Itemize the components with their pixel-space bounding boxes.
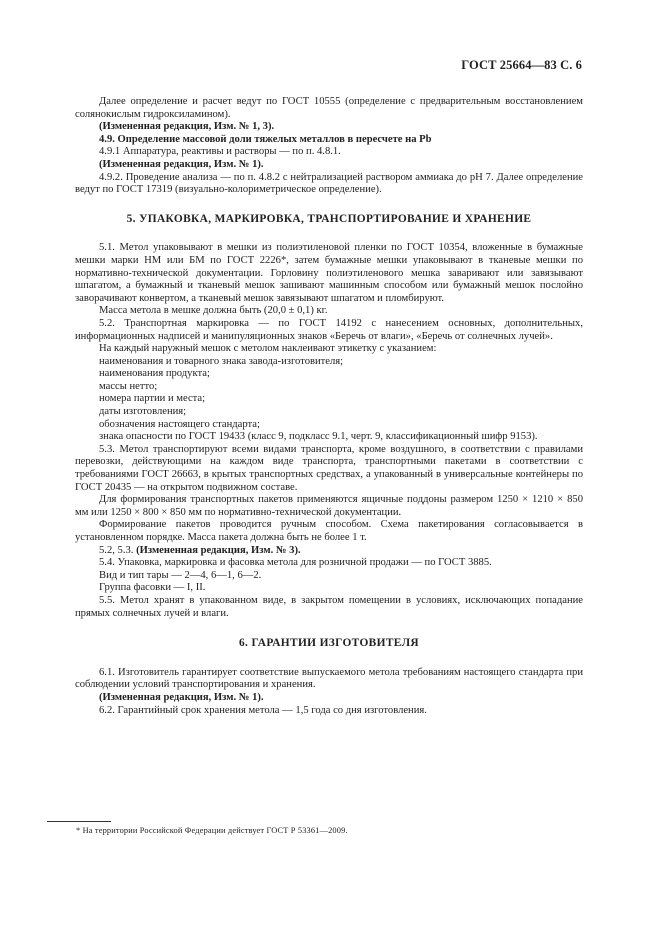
label-item: массы нетто; <box>99 380 158 392</box>
edit-note-5-2-5-3 <box>75 545 583 558</box>
label-item: номера партии и места; <box>99 393 206 405</box>
paragraph-4-9-1: 4.9.1 Аппаратура, реактивы и растворы — по п. 4.8.1. <box>99 146 341 158</box>
paragraph-5-2-label: На каждый наружный мешок с метолом наклеивают этикетку с указанием: <box>99 343 437 355</box>
edit-note: (Измененная редакция, Изм. № 1). <box>99 691 264 703</box>
paragraph-5-2: 5.2. Транспортная маркировка — по ГОСТ 14192 с нанесением основных, дополнительных, информационных надписей и манипуляционных знаков «Беречь от влаги», «Беречь от солнечных лучей». <box>75 317 583 342</box>
edit-note: (Измененная редакция, Изм. № 3). <box>136 544 301 556</box>
paragraph-continuation: Далее определение и расчет ведут по ГОСТ 10555 (определение с предварительным восстановлением солянокислым гидроксиламином). <box>75 96 583 120</box>
paragraph-5-5: 5.5. Метол хранят в упакованном виде, в закрытом помещении в условиях, исключающих попадание прямых солнечных лучей и влаги. <box>75 594 583 619</box>
page-header: ГОСТ 25664—83 С. 6 <box>461 58 582 72</box>
paragraph-5-3-pallets: Для формирования транспортных пакетов применяются ящичные поддоны размером 1250 × 1210 × 850 мм или 1250 × 800 × 850 мм по нормативно-технической документации. <box>75 494 583 518</box>
paragraph-6-2: 6.2. Гарантийный срок хранения метола — 1,5 года со дня изготовления. <box>99 704 427 716</box>
document-body <box>75 96 583 717</box>
footnote-divider <box>47 821 111 822</box>
edit-note: (Измененная редакция, Изм. № 1). <box>99 158 264 170</box>
paragraph-6-1: 6.1. Изготовитель гарантирует соответствие выпускаемого метола требованиям настоящего стандарта при соблюдении условий транспортирования и хранения. <box>75 666 583 691</box>
subsection-heading-4-9: 4.9. Определение массовой доли тяжелых металлов в пересчете на Pb <box>99 133 432 145</box>
paragraph-5-3: 5.3. Метол транспортируют всеми видами транспорта, кроме воздушного, в соответствии с правилами перевозки, действующими на каждом виде транспорта, транспортными пакетами в соответствии с требованиями ГОСТ 26663, в крытых транспортных средствах, а упакованный в универсальные контейнеры по ГОСТ 20435 — на открытом подвижном составе. <box>75 443 583 493</box>
label-item-sign: знака опасности по ГОСТ 19433 (класс 9, подкласс 9.1, черт. 9, классификационный шифр 9153). <box>99 431 538 443</box>
label-item: даты изготовления; <box>99 406 187 418</box>
paragraph-5-4-group: Группа фасовки — I, II. <box>99 582 206 594</box>
label-item: наименования продукта; <box>99 368 210 380</box>
label-item: наименования и товарного знака завода-изготовителя; <box>99 355 344 367</box>
paragraph-5-4: 5.4. Упаковка, маркировка и фасовка метола для розничной продажи — по ГОСТ 3885. <box>99 557 492 569</box>
paragraph-4-9-2: 4.9.2. Проведение анализа — по п. 4.8.2 с нейтрализацией раствором аммиака до pH 7. Далее определение ведут по ГОСТ 17319 (визуально-колориметрическое определение). <box>75 171 583 196</box>
label-item: обозначения настоящего стандарта; <box>99 418 260 430</box>
section-5-title: 5. УПАКОВКА, МАРКИРОВКА, ТРАНСПОРТИРОВАНИЕ И ХРАНЕНИЕ <box>126 212 532 225</box>
paragraph-5-1-mass: Масса метола в мешке должна быть (20,0 ± 0,1) кг. <box>99 305 328 317</box>
paragraph-5-4-tara: Вид и тип тары — 2—4, 6—1, 6—2. <box>99 569 262 581</box>
paragraph-5-1: 5.1. Метол упаковывают в мешки из полиэтиленовой пленки по ГОСТ 10354, вложенные в бумажные мешки марки НМ или БМ по ГОСТ 2226*, затем бумажные мешки упаковывают в тканевые мешки по нормативно-технической документации. Горловину полиэтиленового мешка заваривают или завязывают шпагатом, а бумажный и тканевый мешок зашивают машинным способом или бумажный мешок послойно заворачивают конвертом, а тканевый мешок завязывают шпагатом и пломбируют. <box>75 242 583 304</box>
edit-note-prefix: 5.2, 5.3. <box>99 544 134 556</box>
footnote: * На территории Российской Федерации действует ГОСТ Р 53361—2009. <box>76 826 348 835</box>
edit-note: (Измененная редакция, Изм. № 1, 3). <box>99 121 275 133</box>
section-6-title: 6. ГАРАНТИИ ИЗГОТОВИТЕЛЯ <box>239 637 419 650</box>
paragraph-5-3-manual: Формирование пакетов проводится ручным способом. Схема пакетирования согласовывается в установленном порядке. Масса пакета должна быть не более 1 т. <box>75 519 583 543</box>
